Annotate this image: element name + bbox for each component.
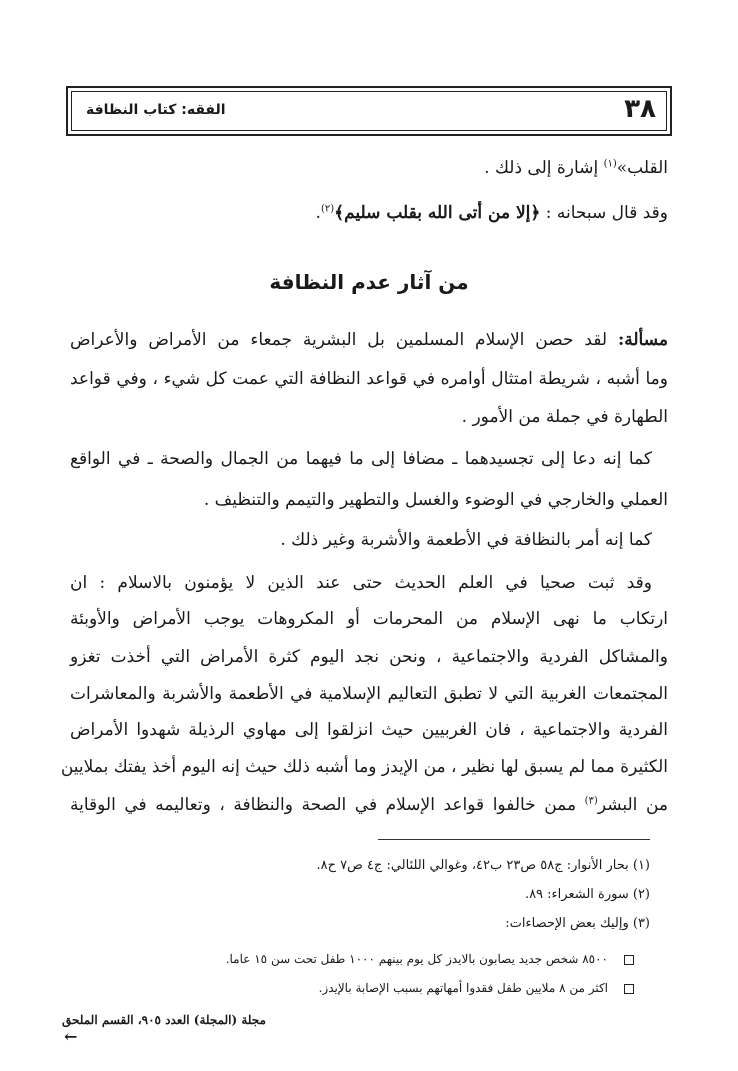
paragraph-text: من البشر [597,795,668,815]
intro-line-2 [70,201,668,225]
intro-text: . [315,203,321,223]
footnote-2: (٢) سورة الشعراء: ٨٩. [524,887,650,902]
footnote-1: (١) بحار الأنوار: ج٥٨ ص٢٣ ب٤٢، وغوالي اللئالي: ج٤ ص٧ ح٨. [316,858,650,873]
statistic-bullet [120,950,634,968]
paragraph-text: ممن خالفوا قواعد الإسلام في الصحة والنظافة ، وتعاليمه في الوقاية [70,795,585,815]
square-bullet-icon [624,984,634,994]
bullet-text: اكثر من ٨ ملايين طفل فقدوا أمهاتهم بسبب الإصابة بالإيدز. [318,981,608,995]
source-citation: مجلة (المجلة) العدد ٩٠٥، القسم الملحق [62,1013,266,1027]
statistic-bullet [120,979,634,997]
footnote-3: (٣) وإليك بعض الإحصاءات: [505,916,650,931]
continue-arrow-icon: ← [64,1027,78,1046]
paragraph-line: الطهارة في جملة من الأمور . [461,407,668,427]
paragraph-line: كما إنه دعا إلى تجسيدهما ـ مضافا إلى ما فيهما من الجمال والصحة ـ في الواقع [70,449,652,469]
paragraph-line: المجتمعات الغربية التي لا تطبق التعاليم الإسلامية في الأطعمة والأشربة والمعاشرات [70,684,668,704]
paragraph-line: ارتكاب ما نهى الإسلام من المحرمات أو المكروهات يوجب الأمراض والأوبئة [70,609,668,629]
square-bullet-icon [624,955,634,965]
paragraph-line [70,328,668,352]
paragraph-text: لقد حصن الإسلام المسلمين بل البشرية جمعاء من الأمراض والأعراض [70,330,618,350]
page-header [66,86,672,136]
paragraph-line: الكثيرة مما لم يسبق لها نظير ، من الإيدز وما أشبه ذلك حيث إنه اليوم أخذ يفتك بملايين [60,757,668,777]
paragraph-line: العملي والخارجي في الوضوء والغسل والتطهير والتيمم والتنظيف . [203,490,668,510]
intro-text: وقد قال سبحانه : [540,203,668,223]
paragraph-line: وقد ثبت صحيا في العلم الحديث حتى عند الذين لا يؤمنون بالاسلام : ان [70,573,652,593]
footnote-ref-2: (٢) [320,203,335,215]
paragraph-line: الفردية والاجتماعية ، فان الغربيين حيث انزلقوا إلى مهاوي الرذيلة شهدوا الأمراض [70,720,668,740]
footnote-separator [378,839,650,840]
running-title: الفقه: كتاب النظافة [86,102,226,118]
bullet-text: ٨٥٠٠ شخص جديد يصابون بالايدز كل يوم بينهم ١٠٠٠ طفل تحت سن ١٥ عاما. [225,952,608,966]
paragraph-line: والمشاكل الفردية والاجتماعية ، ونحن نجد اليوم كثرة الأمراض التي أخذت تغزو [70,647,668,667]
paragraph-line: كما إنه أمر بالنظافة في الأطعمة والأشربة وغير ذلك . [280,530,652,550]
page-number: ٣٨ [624,94,656,124]
issue-label: مسألة: [617,330,668,350]
paragraph-line: وما أشبه ، شريطة امتثال أوامره في قواعد النظافة التي عمت كل شيء ، وفي قواعد [70,369,668,389]
intro-line-1 [70,156,668,180]
footnote-ref-1: (١) [603,158,617,170]
quran-quote: ﴿إلا من أتى الله بقلب سليم﴾ [334,203,541,223]
intro-text: القلب» [616,158,668,178]
section-title: من آثار عدم النظافة [269,270,469,294]
footnote-ref-3: (٣) [584,795,598,807]
paragraph-line [70,793,668,817]
intro-text: إشارة إلى ذلك . [484,158,604,178]
